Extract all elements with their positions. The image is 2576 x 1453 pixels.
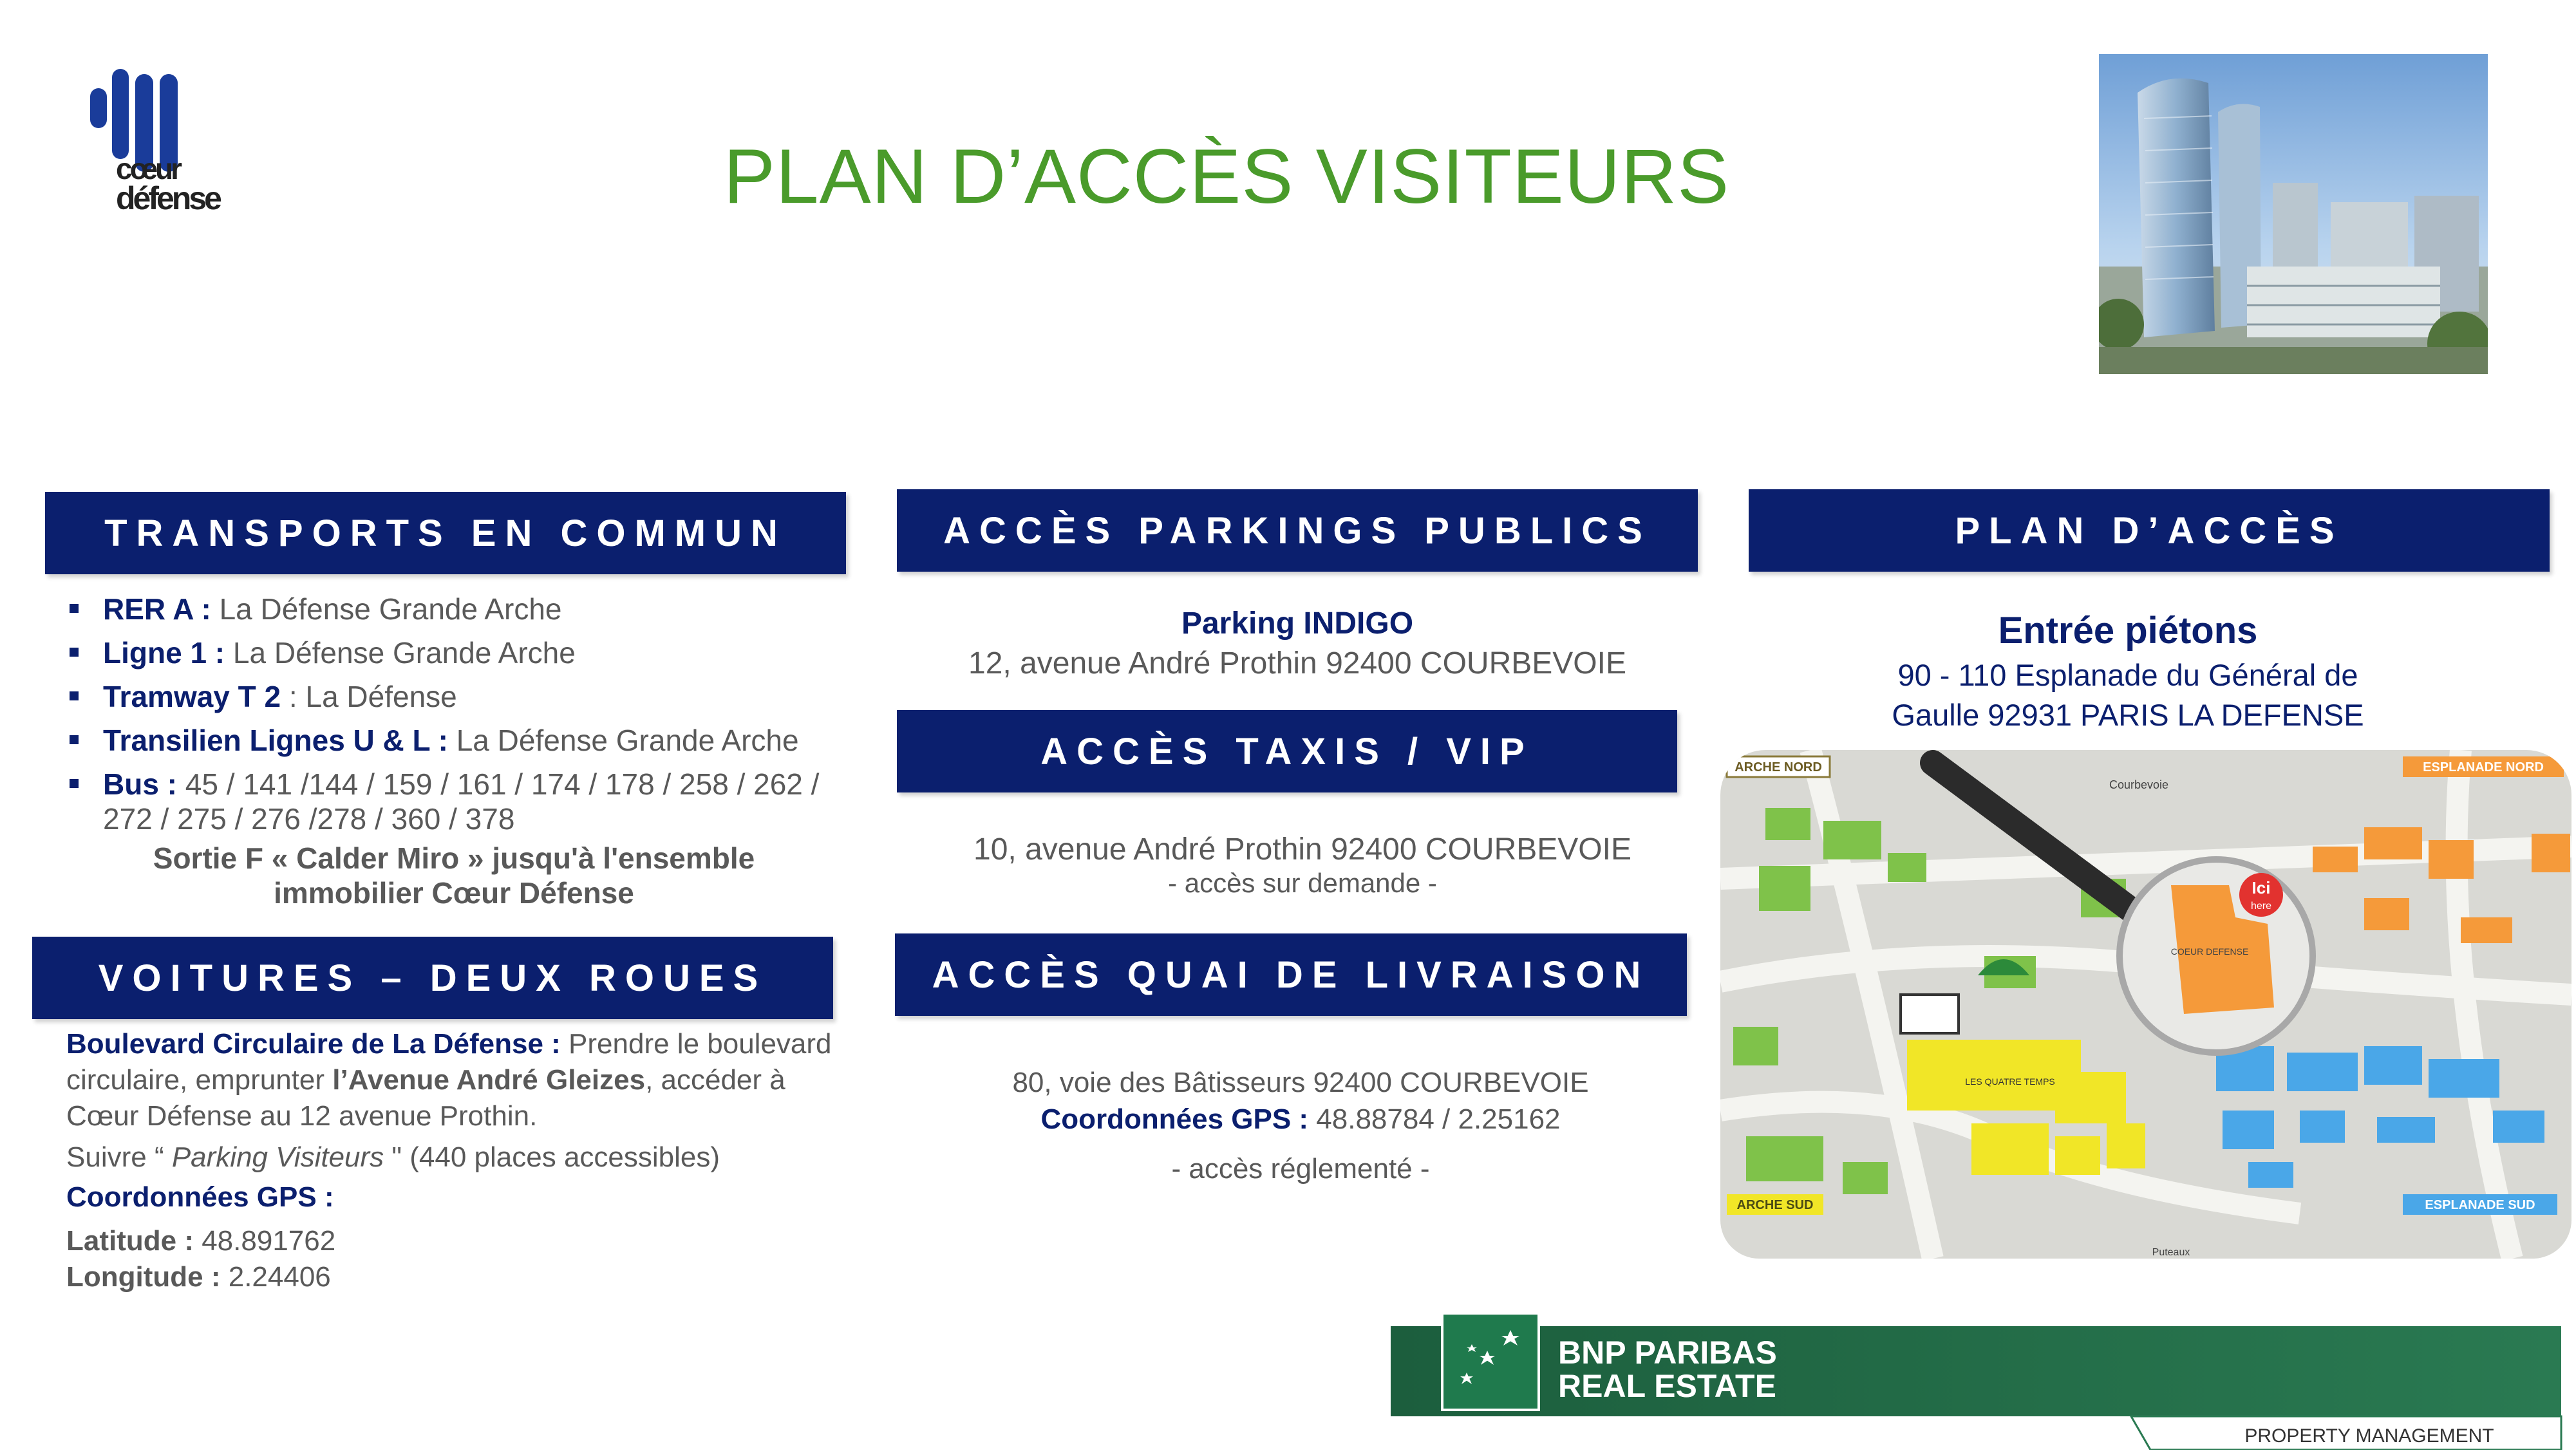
parking-name: Parking INDIGO [1181, 606, 1414, 641]
gps-heading: Coordonnées GPS : [66, 1181, 334, 1213]
list-item: Tramway T 2 : La Défense [64, 675, 843, 718]
parking-address: 12, avenue André Prothin 92400 COURBEVOIE [968, 646, 1626, 680]
exit-info [64, 841, 843, 910]
map-esplanade-nord: ESPLANADE NORD [2423, 760, 2544, 774]
voitures-info [66, 1026, 845, 1295]
quai-address: 80, voie des Bâtisseurs 92400 COURBEVOIE [1012, 1067, 1589, 1098]
list-item: Transilien Lignes U & L : La Défense Grande Arche [64, 718, 843, 762]
list-item: RER A : La Défense Grande Arche [64, 587, 843, 631]
map-courbevoie-label: Courbevoie [2109, 778, 2169, 791]
exit-line2: immobilier Cœur Défense [274, 876, 634, 910]
access-map[interactable] [1720, 750, 2571, 1259]
longitude: Longitude : 2.24406 [66, 1261, 331, 1293]
taxis-info [897, 832, 1708, 899]
suivre-text: Suivre “ Parking Visiteurs " (440 places accessibles) [66, 1141, 720, 1173]
taxis-address: 10, avenue André Prothin 92400 COURBEVOIE [973, 832, 1631, 867]
latitude: Latitude : 48.891762 [66, 1225, 336, 1257]
entry-info [1725, 606, 2530, 735]
quai-info [895, 1064, 1706, 1187]
property-management-label: PROPERTY MANAGEMENT [2244, 1425, 2494, 1447]
taxis-heading: ACCÈS TAXIS / VIP [897, 710, 1677, 792]
taxis-note: - accès sur demande - [1168, 868, 1437, 898]
entry-line1: 90 - 110 Esplanade du Général de [1897, 658, 2358, 692]
transports-list [64, 587, 843, 836]
parking-info [897, 604, 1698, 684]
exit-line1: Sortie F « Calder Miro » jusqu'à l'ensemble [153, 841, 755, 875]
map-esplanade-sud: ESPLANADE SUD [2425, 1198, 2535, 1212]
map-coeur-label: COEUR DEFENSE [2170, 946, 2249, 957]
voitures-heading: VOITURES – DEUX ROUES [32, 937, 833, 1019]
quai-note: - accès réglementé - [1171, 1153, 1430, 1185]
bnp-line1: BNP PARIBAS [1558, 1335, 1777, 1371]
map-quatre-temps-label: LES QUATRE TEMPS [1965, 1076, 2055, 1087]
list-item: Ligne 1 : La Défense Grande Arche [64, 631, 843, 675]
map-arche-sud: ARCHE SUD [1736, 1198, 1814, 1212]
plan-heading: PLAN D’ACCÈS [1749, 489, 2550, 572]
boulevard-text: Boulevard Circulaire de La Défense : Prendre le boulevard circulaire, emprunter l’Avenue André Gleizes, accéder à Cœur Défense au 12 avenue Prothin. [66, 1028, 832, 1132]
map-arche-nord: ARCHE NORD [1735, 760, 1822, 774]
entry-line2: Gaulle 92931 PARIS LA DEFENSE [1892, 698, 2364, 732]
entry-title: Entrée piétons [1998, 610, 2258, 652]
bnp-line2: REAL ESTATE [1558, 1368, 1776, 1404]
quai-gps: Coordonnées GPS : 48.88784 / 2.25162 [1040, 1103, 1561, 1135]
list-item: Bus : 45 / 141 /144 / 159 / 161 / 174 / 178 / 258 / 262 / 272 / 275 / 276 /278 / 360 / 378 [64, 762, 843, 836]
logo-line2: défense [116, 180, 220, 216]
building-photo [2099, 54, 2488, 374]
transports-heading: TRANSPORTS EN COMMUN [45, 492, 846, 574]
quai-heading: ACCÈS QUAI DE LIVRAISON [895, 933, 1687, 1016]
bnp-paribas-logo [1391, 1313, 2562, 1450]
map-puteaux-label: Puteaux [2152, 1247, 2190, 1258]
page-title: PLAN D’ACCÈS VISITEURS [723, 133, 1730, 220]
logo-line1: cœur [116, 152, 180, 185]
map-ici-label: Ici [2252, 878, 2271, 897]
map-here-label: here [2250, 901, 2272, 912]
parkings-heading: ACCÈS PARKINGS PUBLICS [897, 489, 1698, 572]
